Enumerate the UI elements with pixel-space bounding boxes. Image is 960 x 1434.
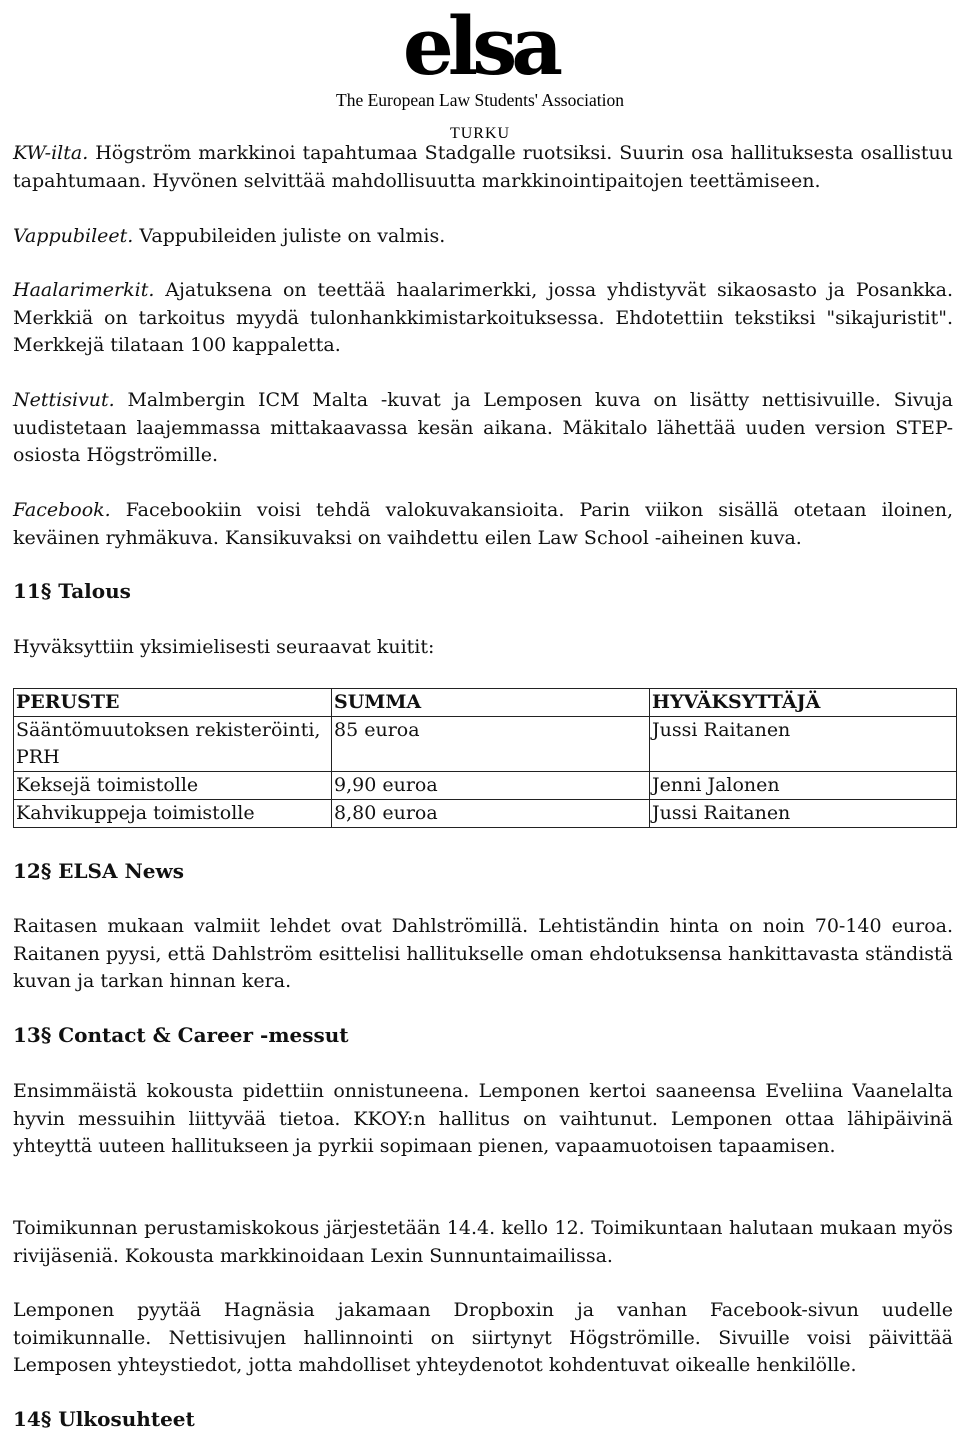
- contact-career-paragraph: Ensimmäistä kokousta pidettiin onnistuneena. Lemponen kertoi saaneensa Eveliina Vaanelalta hyvin messuihin liittyvää tietoa. KKOY:n hallitus on vaihtunut. Lemponen ottaa lähipäivinä yhteyttä uuteen hallitukseen ja pyrkii sopimaan pienen, vapaamuotoisen tapaamisen.: [13, 1080, 953, 1157]
- paragraph-haalarimerkit: [13, 277, 953, 360]
- table-header-row: [14, 689, 957, 717]
- paragraph-text: Ajatuksena on teettää haalarimerkki, jossa yhdistyvät sikaosasto ja Posankka. Merkkiä on tarkoitus myydä tulonhankkimistarkoituksessa. Ehdotettiin tekstiksi "sikajuristit". Merkkejä tilataan 100 kappaletta.: [13, 279, 953, 356]
- paragraph-facebook: [13, 497, 953, 552]
- column-header: PERUSTE: [14, 689, 332, 717]
- paragraph-lead: Vappubileet.: [13, 225, 134, 247]
- table-row: [14, 800, 957, 828]
- section-heading-ulkosuhteet: 14§ Ulkosuhteet: [13, 1407, 195, 1431]
- paragraph-lead: Haalarimerkit.: [13, 279, 155, 301]
- receipts-table: [13, 688, 957, 828]
- table-row: [14, 717, 957, 772]
- column-header: HYVÄKSYTTÄJÄ: [650, 689, 957, 717]
- section-heading-contact-career: 13§ Contact & Career -messut: [13, 1023, 349, 1047]
- table-cell: Sääntömuutoksen rekisteröinti, PRH: [14, 717, 332, 772]
- table-cell: Kahvikuppeja toimistolle: [14, 800, 332, 828]
- logo-org-name: The European Law Students' Association: [336, 90, 624, 110]
- paragraph-text: Vappubileiden juliste on valmis.: [133, 225, 446, 247]
- elsa-logo: [300, 0, 660, 140]
- paragraph-vappubileet: [13, 223, 953, 251]
- table-cell: Jenni Jalonen: [650, 772, 957, 800]
- table-cell: 8,80 euroa: [332, 800, 650, 828]
- contact-career-paragraph: Lemponen pyytää Hagnäsia jakamaan Dropboxin ja vanhan Facebook-sivun uudelle toimikunnalle. Nettisivujen hallinnointi on siirtynyt Högströmille. Sivuille voisi päivittää Lemposen yhteystiedot, jotta mahdolliset yhteydenotot kohdentuvat oikealle henkilölle.: [13, 1299, 953, 1376]
- paragraph-text: Malmbergin ICM Malta -kuvat ja Lemposen kuva on lisätty nettisivuille. Sivuja uudistetaan laajemmassa mittakaavassa kesän aikana. Mäkitalo lähettää uuden version STEP-osiosta Högströmille.: [13, 389, 953, 466]
- paragraph-lead: Facebook.: [13, 499, 111, 521]
- paragraph-text: Högström markkinoi tapahtumaa Stadgalle ruotsiksi. Suurin osa hallituksesta osallistuu tapahtumaan. Hyvönen selvittää mahdollisuutta markkinointipaitojen teettämiseen.: [13, 142, 953, 192]
- paragraph-nettisivut: [13, 387, 953, 470]
- table-cell: Keksejä toimistolle: [14, 772, 332, 800]
- section-heading-elsa-news: 12§ ELSA News: [13, 859, 184, 883]
- paragraph-lead: KW-ilta.: [13, 142, 89, 164]
- table-cell: Jussi Raitanen: [650, 717, 957, 772]
- table-cell: 9,90 euroa: [332, 772, 650, 800]
- table-cell: 85 euroa: [332, 717, 650, 772]
- section-heading-talous: 11§ Talous: [13, 579, 131, 603]
- contact-career-paragraph: Toimikunnan perustamiskokous järjestetään 14.4. kello 12. Toimikuntaan halutaan mukaan myös rivijäseniä. Kokousta markkinoidaan Lexin Sunnuntaimailissa.: [13, 1217, 953, 1267]
- elsa-news-text: Raitasen mukaan valmiit lehdet ovat Dahlströmillä. Lehtiständin hinta on noin 70-140 euroa. Raitanen pyysi, että Dahlström esittelisi hallitukselle oman ehdotuksensa hankittavasta ständistä kuvan ja tarkan hinnan kera.: [13, 915, 953, 992]
- paragraph-lead: Nettisivut.: [13, 389, 115, 411]
- paragraph-text: Facebookiin voisi tehdä valokuvakansioita. Parin viikon sisällä otetaan iloinen, keväinen ryhmäkuva. Kansikuvaksi on vaihdettu eilen Law School -aiheinen kuva.: [13, 499, 953, 549]
- logo-wordmark: elsa: [402, 0, 558, 93]
- column-header: SUMMA: [332, 689, 650, 717]
- talous-intro: Hyväksyttiin yksimielisesti seuraavat kuitit:: [13, 636, 435, 658]
- elsa-logo-graphic: [300, 0, 660, 140]
- logo-city: TURKU: [449, 125, 511, 140]
- table-row: [14, 772, 957, 800]
- table-cell: Jussi Raitanen: [650, 800, 957, 828]
- paragraph-kw-ilta: [13, 140, 953, 195]
